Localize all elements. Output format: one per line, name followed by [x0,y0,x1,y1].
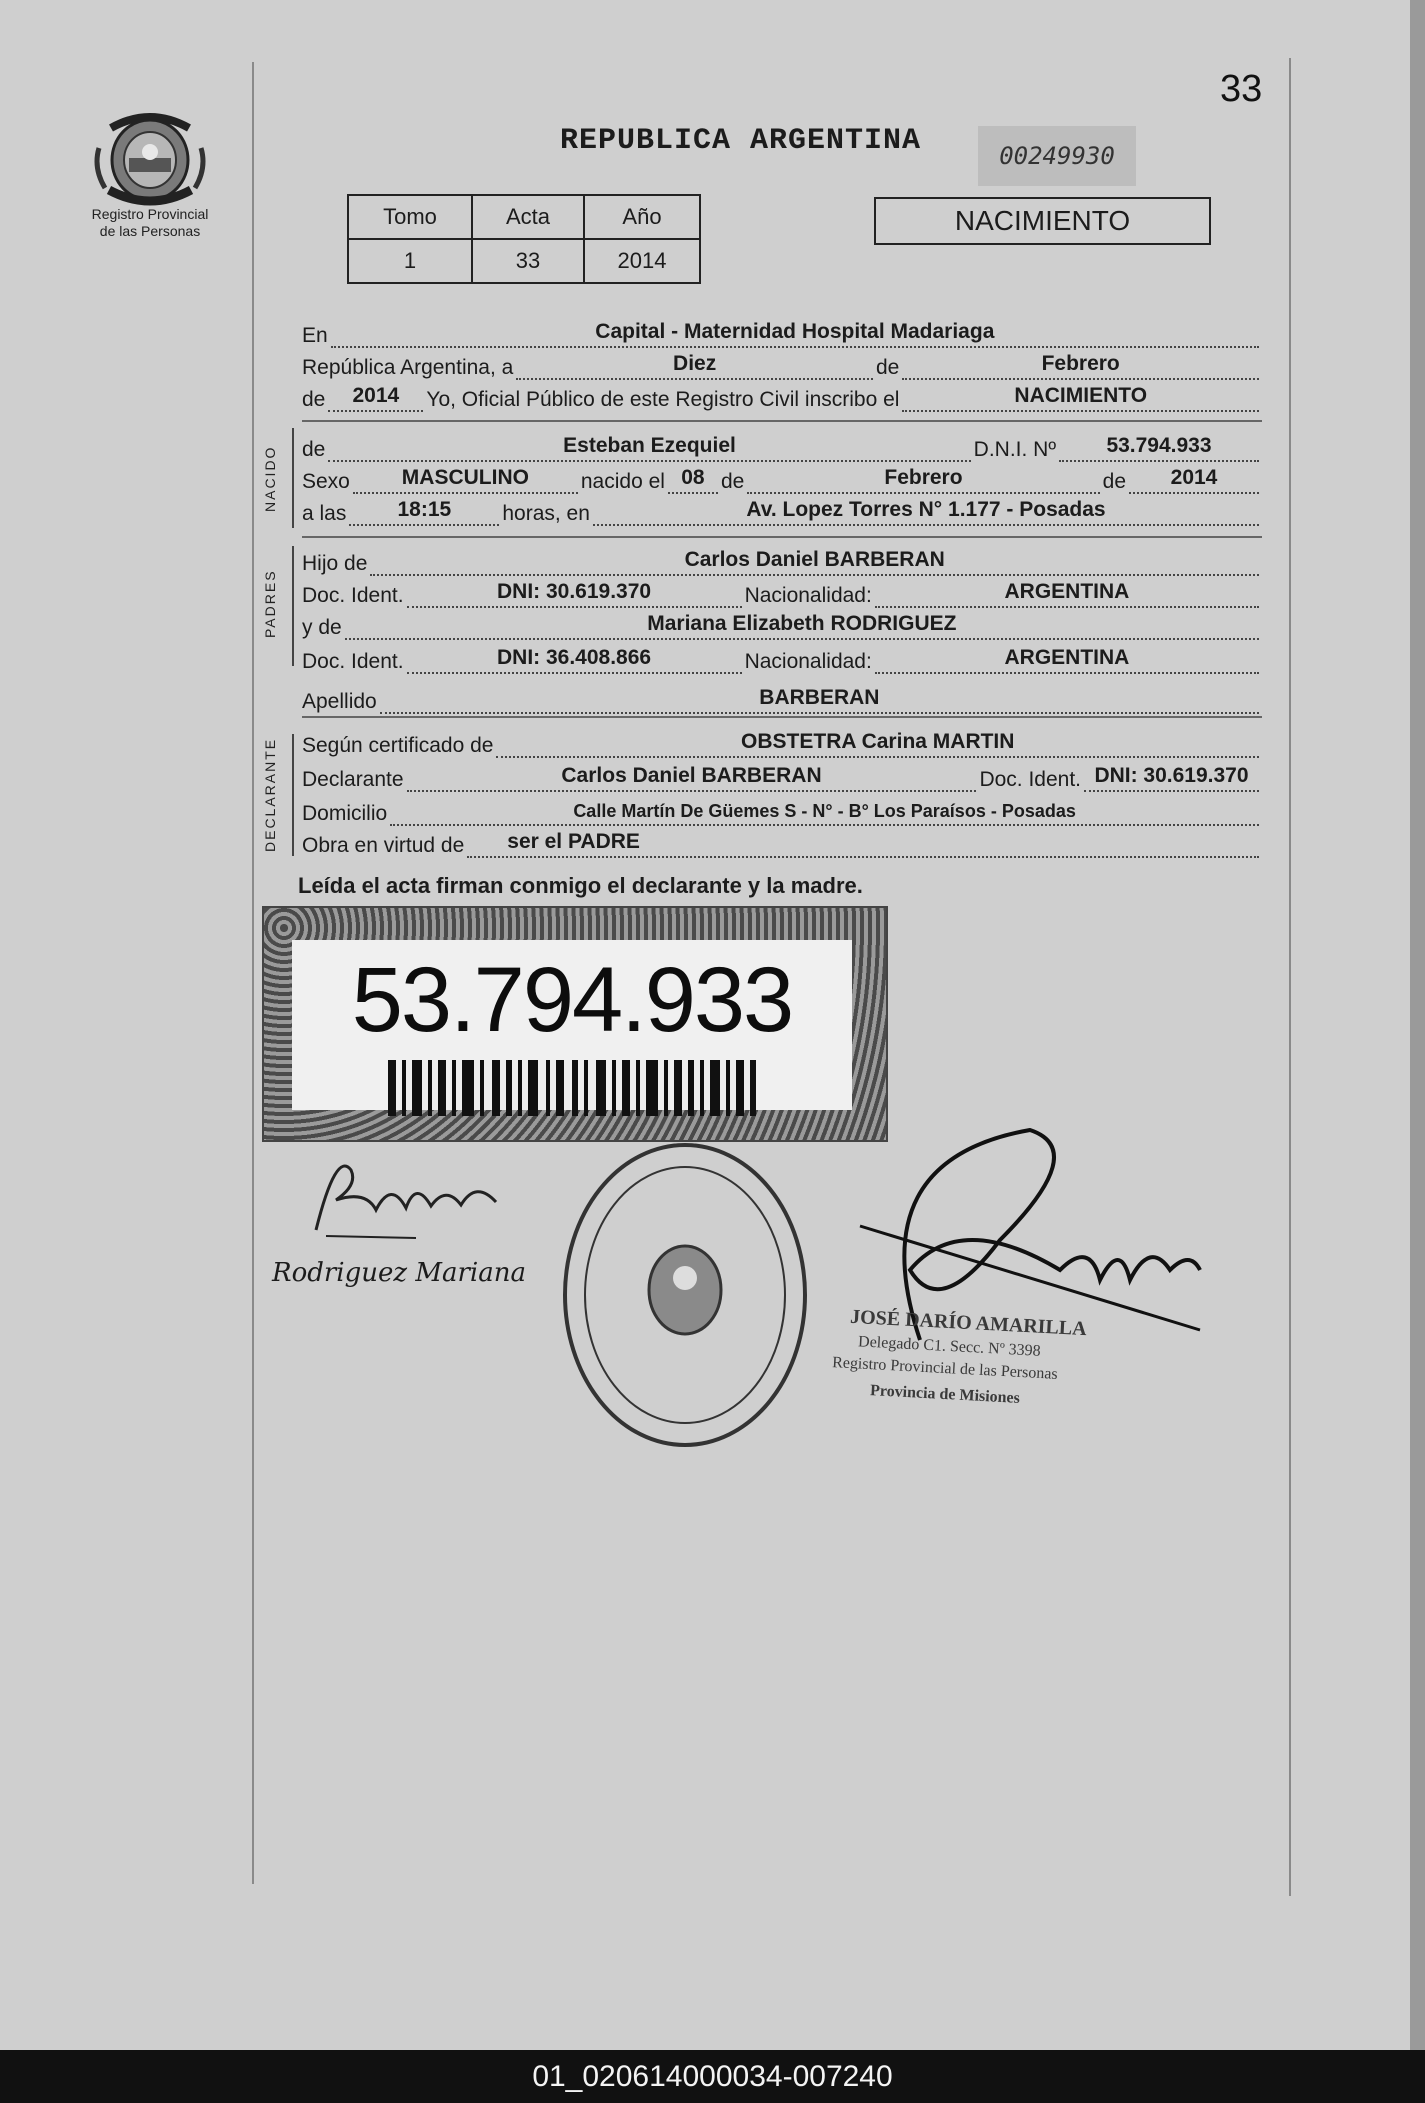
anio-value: 2014 [584,239,700,283]
month-field [902,352,1259,380]
hijo-label: Hijo de [302,552,368,575]
mother-signature: Rodriguez Mariana [272,1258,526,1288]
misiones-seal-icon [91,108,209,206]
tomo-value: 1 [348,239,472,283]
barcode-number: 53.794.933 [351,949,793,1051]
row-domicilio [302,796,1262,826]
mother-nat-field [875,646,1259,674]
mother-nat-value: ARGENTINA [1004,646,1130,669]
divider-2 [302,536,1262,538]
dom-label: Domicilio [302,802,388,825]
officer-registry: Registro Provincial de las Personas [831,1354,1059,1383]
obra-value: ser el PADRE [507,830,640,853]
time-value: 18:15 [397,498,452,521]
nacido-name-value: Esteban Ezequiel [563,434,736,457]
father-doc-value: DNI: 30.619.370 [497,580,652,603]
decl-doc-label: Doc. Ident. [979,768,1081,791]
row-hora [302,496,1262,526]
father-doc-field [407,580,742,608]
en-field [331,320,1259,348]
birth-month-value: Febrero [884,466,963,489]
mother-doc-value: DNI: 36.408.866 [497,646,652,669]
cert-label: Según certificado de [302,734,494,757]
tomo-header: Tomo [348,195,472,239]
nacido-section-label: NACIDO [262,445,278,512]
dni-label: D.N.I. Nº [973,438,1056,461]
birth-day-field [668,466,718,494]
declarante-bracket [292,734,294,856]
closing-statement: Leída el acta firman conmigo el declarante y la madre. [298,873,863,898]
row-en [302,318,1262,348]
father-nat-label: Nacionalidad: [744,584,872,607]
inscribo-label: Yo, Oficial Público de este Registro Civil inscribo el [426,388,900,411]
sexo-value: MASCULINO [401,466,529,489]
page-number: 33 [1220,68,1263,110]
en-value: Capital - Maternidad Hospital Madariaga [595,320,995,343]
anio-header: Año [584,195,700,239]
record-type-box: NACIMIENTO [874,197,1211,245]
row-declarante [302,762,1262,792]
birth-de2-label: de [1102,470,1126,493]
divider-1 [302,420,1262,422]
time-field [349,498,499,526]
row-year [302,382,1262,412]
sexo-label: Sexo [302,470,350,493]
row-father-doc [302,578,1262,608]
father-doc-label: Doc. Ident. [302,584,404,607]
sexo-field [353,466,578,494]
declarante-section-label: DECLARANTE [262,737,278,852]
nacido-bracket [292,428,294,528]
mother-value: Mariana Elizabeth RODRIGUEZ [647,612,957,635]
dom-value: Calle Martín De Güemes S - N° - B° Los Paraísos - Posadas [573,801,1076,821]
registry-label-line2: de las Personas [99,223,201,239]
barcode-icon [388,1060,758,1116]
father-nat-field [875,580,1259,608]
apellido-field [380,686,1259,714]
birth-day-value: 08 [681,466,705,489]
dni-value: 53.794.933 [1106,434,1212,457]
birth-place-field [593,498,1259,526]
left-margin-line [252,62,254,1884]
decl-value: Carlos Daniel BARBERAN [561,764,822,787]
birth-year-field [1129,466,1259,494]
day-field [516,352,873,380]
horas-label: horas, en [502,502,590,525]
father-field [370,548,1259,576]
row-apellido [302,684,1262,714]
decl-doc-value: DNI: 30.619.370 [1094,764,1249,787]
decl-field [407,764,977,792]
registry-label-line1: Registro Provincial [91,206,209,222]
row-obra [302,828,1262,858]
padres-bracket [292,546,294,666]
birth-year-value: 2014 [1170,466,1218,489]
row-sexo [302,464,1262,494]
row-certificado [302,728,1262,758]
de-label: de [875,356,900,379]
divider-3 [302,716,1262,718]
birth-month-field [747,466,1099,494]
registry-table [347,194,701,284]
barcode-label [292,940,852,1110]
mother-field [345,612,1259,640]
padres-section-label: PADRES [262,569,278,638]
cert-field [496,730,1259,758]
decl-label: Declarante [302,768,404,791]
alas-label: a las [302,502,347,525]
row-mother-doc [302,644,1262,674]
father-nat-value: ARGENTINA [1004,580,1130,603]
nacido-name-field [328,434,970,462]
officer-title: Delegado C1. Secc. Nº 3398 [857,1333,1042,1360]
row-hijo [302,546,1262,576]
year-value: 2014 [352,384,400,407]
province-logo [80,108,220,240]
cert-value: OBSTETRA Carina MARTIN [741,730,1015,753]
document-title: REPUBLICA ARGENTINA [560,124,922,158]
row-nacido-name [302,432,1262,462]
inscribo-field [902,384,1259,412]
year-field [328,384,423,412]
apellido-label: Apellido [302,690,377,713]
dni-barcode-sticker [262,906,888,1142]
inscribo-value: NACIMIENTO [1014,384,1148,407]
serial-number: 00249930 [978,126,1136,186]
de2-label: de [302,388,326,411]
row-ydem [302,610,1262,640]
mother-nat-label: Nacionalidad: [744,650,872,673]
nacido-de-label: de [302,438,326,461]
en-label: En [302,324,328,347]
apellido-value: BARBERAN [759,686,880,709]
birth-place-value: Av. Lopez Torres N° 1.177 - Posadas [746,498,1106,521]
row-date [302,350,1262,380]
acta-value: 33 [472,239,584,283]
yde-label: y de [302,616,342,639]
mother-doc-label: Doc. Ident. [302,650,404,673]
month-value: Febrero [1041,352,1120,375]
scan-id-footer: 01_020614000034-007240 [0,2050,1425,2103]
obra-field [467,830,1259,858]
acta-header: Acta [472,195,584,239]
father-signature-icon [296,1140,536,1250]
official-seal-icon [560,1140,830,1450]
day-value: Diez [673,352,717,375]
republica-label: República Argentina, a [302,356,514,379]
obra-label: Obra en virtud de [302,834,465,857]
nacido-el-label: nacido el [580,470,665,493]
officer-name: JOSÉ DARÍO AMARILLA [849,1305,1088,1341]
father-value: Carlos Daniel BARBERAN [684,548,945,571]
dom-field [390,798,1259,826]
birth-de-label: de [720,470,745,493]
decl-doc-field [1084,764,1259,792]
mother-doc-field [407,646,742,674]
right-margin-line [1289,58,1291,1896]
officer-province: Provincia de Misiones [869,1382,1021,1407]
dni-field [1059,434,1259,462]
